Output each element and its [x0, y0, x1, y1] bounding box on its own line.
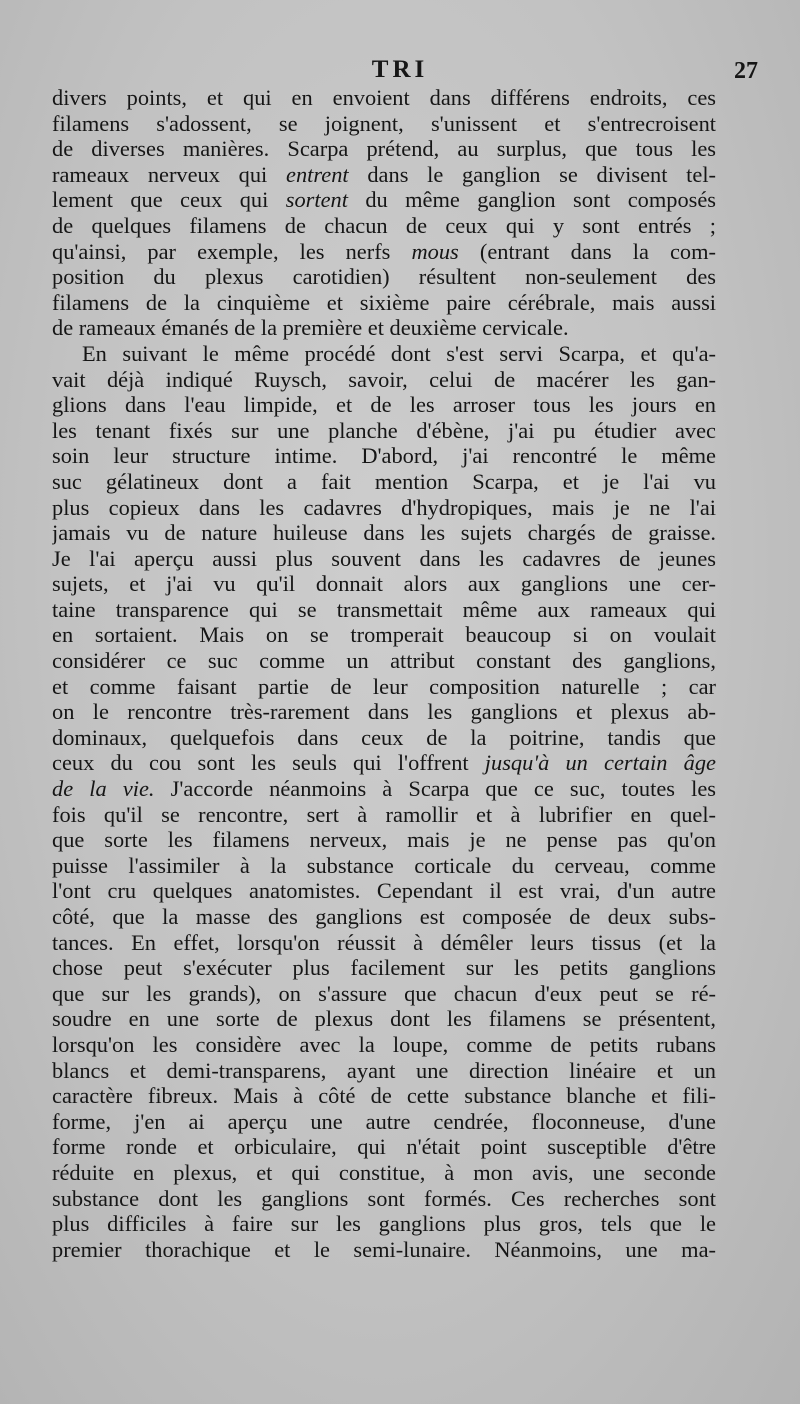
text-segment: du même ganglion sont composés [347, 187, 716, 213]
text-line [52, 981, 716, 1007]
text-segment: forme, j'en ai aperçu une autre cendrée, floconneuse, d'une [52, 1108, 716, 1134]
text-segment: les tenant fixés sur une planche d'ébène, j'ai pu étudier avec [52, 417, 716, 443]
text-segment: Je l'ai aperçu aussi plus souvent dans les cadavres de jeunes [52, 545, 716, 571]
text-segment: J'accorde néanmoins à Scarpa que ce suc, toutes les [154, 776, 716, 802]
text-segment: lorsqu'on les considère avec la loupe, comme de petits rubans [52, 1031, 716, 1057]
text-segment: de diverses manières. Scarpa prétend, au surplus, que tous les [52, 136, 716, 162]
text-line [52, 111, 716, 137]
page-number: 27 [734, 58, 758, 84]
italic-text: de la vie. [52, 776, 155, 802]
text-line [52, 853, 716, 879]
text-line [52, 469, 716, 495]
text-segment: substance dont les ganglions sont formés. Ces recherches sont [52, 1185, 716, 1211]
text-line [52, 1083, 716, 1109]
text-segment: taine transparence qui se transmettait même aux rameaux qui [52, 596, 716, 622]
text-segment: et comme faisant partie de leur composition naturelle ; car [52, 673, 716, 699]
text-line [52, 546, 716, 572]
text-line [52, 1109, 716, 1135]
italic-text: sortent [285, 187, 348, 213]
text-segment: ceux du cou sont les seuls qui l'offrent [52, 750, 485, 776]
text-segment: soin leur structure intime. D'abord, j'ai rencontré le même [52, 443, 716, 469]
text-line [52, 955, 716, 981]
text-line [52, 264, 716, 290]
text-segment: qu'ainsi, par exemple, les nerfs [52, 238, 412, 264]
text-segment: sujets, et j'ai vu qu'il donnait alors aux ganglions une cer- [52, 571, 716, 597]
text-segment: plus difficiles à faire sur les ganglions plus gros, tels que le [52, 1211, 716, 1237]
text-line [52, 341, 716, 367]
text-line [52, 776, 716, 802]
text-line [52, 1160, 716, 1186]
running-title: TRI [371, 56, 429, 83]
text-line [52, 699, 716, 725]
text-segment: de rameaux émanés de la première et deuxième cervicale. [52, 315, 569, 341]
italic-text: entrent [286, 161, 349, 187]
text-line [52, 1006, 716, 1032]
text-segment: premier thorachique et le semi-lunaire. Néanmoins, une ma- [52, 1236, 716, 1262]
text-line [52, 622, 716, 648]
text-segment: filamens s'adossent, se joignent, s'unissent et s'entrecroisent [52, 110, 716, 136]
text-segment: chose peut s'exécuter plus facilement sur les petits ganglions [52, 955, 716, 981]
text-line [52, 725, 716, 751]
text-line [52, 802, 716, 828]
text-segment: divers points, et qui en envoient dans différens endroits, ces [52, 85, 716, 110]
text-line [52, 520, 716, 546]
text-segment: rameaux nerveux qui [52, 161, 287, 187]
text-segment: de quelques filamens de chacun de ceux qui y sont entrés ; [52, 212, 716, 238]
text-segment: que sur les grands), on s'assure que chacun d'eux peut se ré- [52, 980, 716, 1006]
text-line [52, 418, 716, 444]
text-segment: forme ronde et orbiculaire, qui n'était point susceptible d'être [52, 1134, 716, 1160]
text-line [52, 162, 716, 188]
text-line [52, 443, 716, 469]
text-segment: réduite en plexus, et qui constitue, à mon avis, une seconde [52, 1159, 716, 1185]
text-segment: considérer ce suc comme un attribut constant des ganglions, [52, 648, 716, 674]
text-segment: dominaux, quelquefois dans ceux de la poitrine, tandis que [52, 724, 716, 750]
text-line [52, 392, 716, 418]
text-line [52, 213, 716, 239]
text-line [52, 571, 716, 597]
text-segment: fois qu'il se rencontre, sert à ramollir et à lubrifier en quel- [52, 801, 716, 827]
text-line [52, 750, 716, 776]
text-segment: en sortaient. Mais on se tromperait beaucoup si on voulait [52, 622, 716, 648]
text-segment: soudre en une sorte de plexus dont les filamens se présentent, [52, 1006, 716, 1032]
text-segment: suc gélatineux dont a fait mention Scarpa, et je l'ai vu [52, 468, 716, 494]
text-line [52, 674, 716, 700]
text-line [52, 495, 716, 521]
text-line [52, 315, 716, 341]
text-segment: lement que ceux qui [52, 187, 286, 213]
text-segment: côté, que la masse des ganglions est composée de deux subs- [52, 904, 716, 929]
text-segment: dans le ganglion se divisent tel- [348, 161, 716, 187]
text-segment: (entrant dans la com- [458, 238, 716, 264]
text-line [52, 1058, 716, 1084]
text-line [52, 187, 716, 213]
text-line [52, 1211, 716, 1237]
text-line [52, 930, 716, 956]
text-segment: blancs et demi-transparens, ayant une direction linéaire et un [52, 1057, 716, 1083]
text-segment: glions dans l'eau limpide, et de les arroser tous les jours en [52, 392, 716, 418]
text-line [52, 648, 716, 674]
text-line [52, 904, 716, 930]
text-line [52, 290, 716, 316]
text-segment: position du plexus carotidien) résultent non-seulement des [52, 264, 716, 290]
text-segment: vait déjà indiqué Ruysch, savoir, celui de macérer les gan- [52, 366, 716, 392]
text-line [52, 597, 716, 623]
text-segment: filamens de la cinquième et sixième paire cérébrale, mais aussi [52, 289, 716, 315]
italic-text: jusqu'à un certain âge [484, 750, 716, 776]
text-line [52, 1237, 716, 1263]
body-text [52, 85, 716, 1262]
text-line [52, 239, 716, 265]
text-segment: En suivant le même procédé dont s'est servi Scarpa, et qu'a- [82, 340, 716, 366]
text-line [52, 827, 716, 853]
text-line [52, 1134, 716, 1160]
text-segment: caractère fibreux. Mais à côté de cette substance blanche et fili- [52, 1083, 716, 1109]
text-segment: puisse l'assimiler à la substance corticale du cerveau, comme [52, 852, 716, 878]
text-line [52, 1032, 716, 1058]
text-segment: tances. En effet, lorsqu'on réussit à démêler leurs tissus (et la [52, 929, 716, 955]
text-line [52, 367, 716, 393]
text-line [52, 85, 716, 111]
text-segment: l'ont cru quelques anatomistes. Cependant il est vrai, d'un autre [52, 878, 716, 904]
italic-text: mous [411, 238, 459, 264]
text-segment: on le rencontre très-rarement dans les ganglions et plexus ab- [52, 699, 716, 725]
text-segment: jamais vu de nature huileuse dans les sujets chargés de graisse. [52, 520, 716, 546]
text-line [52, 136, 716, 162]
text-line [52, 878, 716, 904]
text-segment: que sorte les filamens nerveux, mais je ne pense pas qu'on [52, 827, 716, 853]
text-segment: plus copieux dans les cadavres d'hydropiques, mais je ne l'ai [52, 494, 716, 520]
text-line [52, 1186, 716, 1212]
